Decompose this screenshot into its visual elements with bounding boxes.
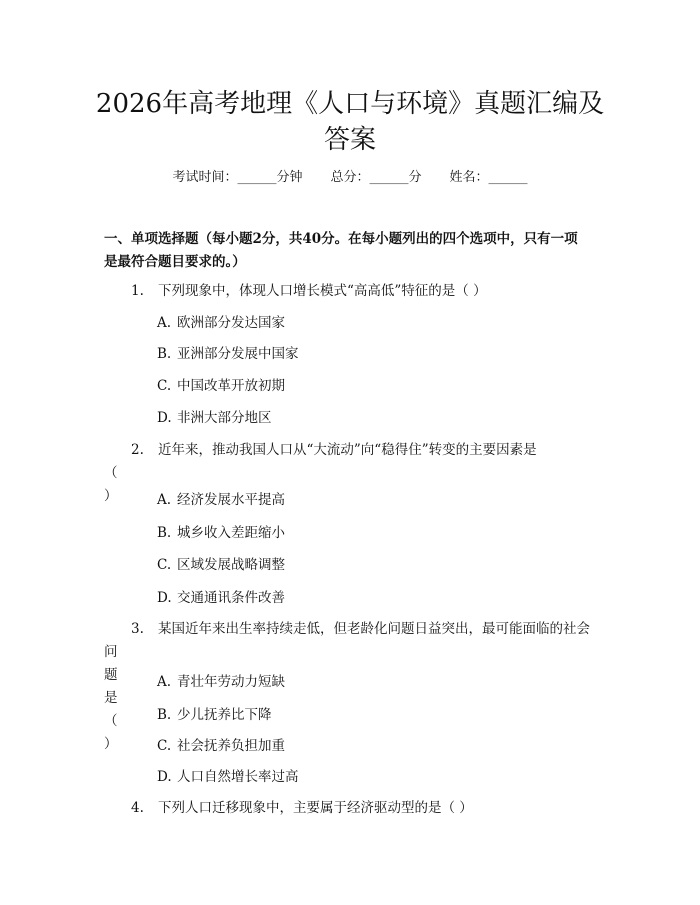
option-text: 经济发展水平提高 — [177, 492, 285, 508]
question-1-option-c — [157, 376, 285, 396]
question-1-option-a — [157, 313, 285, 333]
option-text: 少儿抚养比下降 — [177, 707, 272, 723]
option-letter: C. — [157, 557, 172, 573]
exam-title-line-2: 答案 — [323, 125, 376, 155]
option-letter: B. — [157, 346, 172, 362]
question-number: 1. — [131, 283, 144, 299]
option-letter: D. — [157, 590, 172, 606]
option-text: 城乡收入差距缩小 — [177, 525, 285, 541]
section-heading-line-1: 一、单项选择题（每小题2分，共40分。在每小题列出的四个选项中，只有一项 — [104, 231, 578, 247]
question-text-continued: （ ） — [104, 465, 118, 504]
question-text: 下列现象中，体现人口增长模式“高高低”特征的是（ ） — [158, 283, 487, 299]
option-letter: A. — [157, 674, 172, 690]
exam-info-line — [0, 168, 700, 188]
question-text: 近年来，推动我国人口从“大流动”向“稳得住”转变的主要因素是 — [158, 442, 537, 458]
option-letter: A. — [157, 492, 172, 508]
question-2-option-b — [157, 523, 285, 543]
option-letter: C. — [157, 738, 172, 754]
option-letter: D. — [157, 769, 172, 785]
question-1-option-b — [157, 344, 299, 364]
question-3-option-c — [157, 736, 285, 756]
total-score-field: 总分：______分 — [330, 170, 422, 185]
student-name-field: 姓名：______ — [449, 170, 528, 185]
question-number: 2. — [131, 442, 144, 458]
option-letter: C. — [157, 378, 172, 394]
question-3-option-d — [157, 767, 299, 787]
option-letter: B. — [157, 525, 172, 541]
option-text: 社会抚养负担加重 — [177, 738, 285, 754]
question-2-option-c — [157, 555, 285, 575]
option-letter: A. — [157, 315, 172, 331]
option-text: 中国改革开放初期 — [177, 378, 285, 394]
question-1-option-d — [157, 408, 272, 428]
question-number: 3. — [131, 621, 144, 637]
exam-time-field: 考试时间：______分钟 — [172, 170, 303, 185]
question-number: 4. — [131, 800, 144, 816]
question-text: 下列人口迁移现象中，主要属于经济驱动型的是（ ） — [158, 800, 473, 816]
option-text: 亚洲部分发展中国家 — [177, 346, 299, 362]
exam-title-line-1: 2026年高考地理《人口与环境》真题汇编及 — [95, 89, 605, 119]
question-text: 某国近年来出生率持续走低，但老龄化问题日益突出，最可能面临的社会 — [158, 621, 590, 637]
option-text: 人口自然增长率过高 — [177, 769, 299, 785]
option-text: 非洲大部分地区 — [177, 410, 272, 426]
option-text: 区域发展战略调整 — [177, 557, 285, 573]
option-text: 交通通讯条件改善 — [177, 590, 285, 606]
question-3-option-a — [157, 672, 285, 692]
section-heading-line-2: 是最符合题目要求的。） — [104, 254, 246, 270]
question-2-option-a — [157, 490, 285, 510]
option-text: 欧洲部分发达国家 — [177, 315, 285, 331]
option-letter: D. — [157, 410, 172, 426]
option-letter: B. — [157, 707, 172, 723]
option-text: 青壮年劳动力短缺 — [177, 674, 285, 690]
question-text-continued: 问题是（ ） — [104, 644, 118, 752]
question-2-option-d — [157, 588, 285, 608]
question-3-option-b — [157, 705, 272, 725]
